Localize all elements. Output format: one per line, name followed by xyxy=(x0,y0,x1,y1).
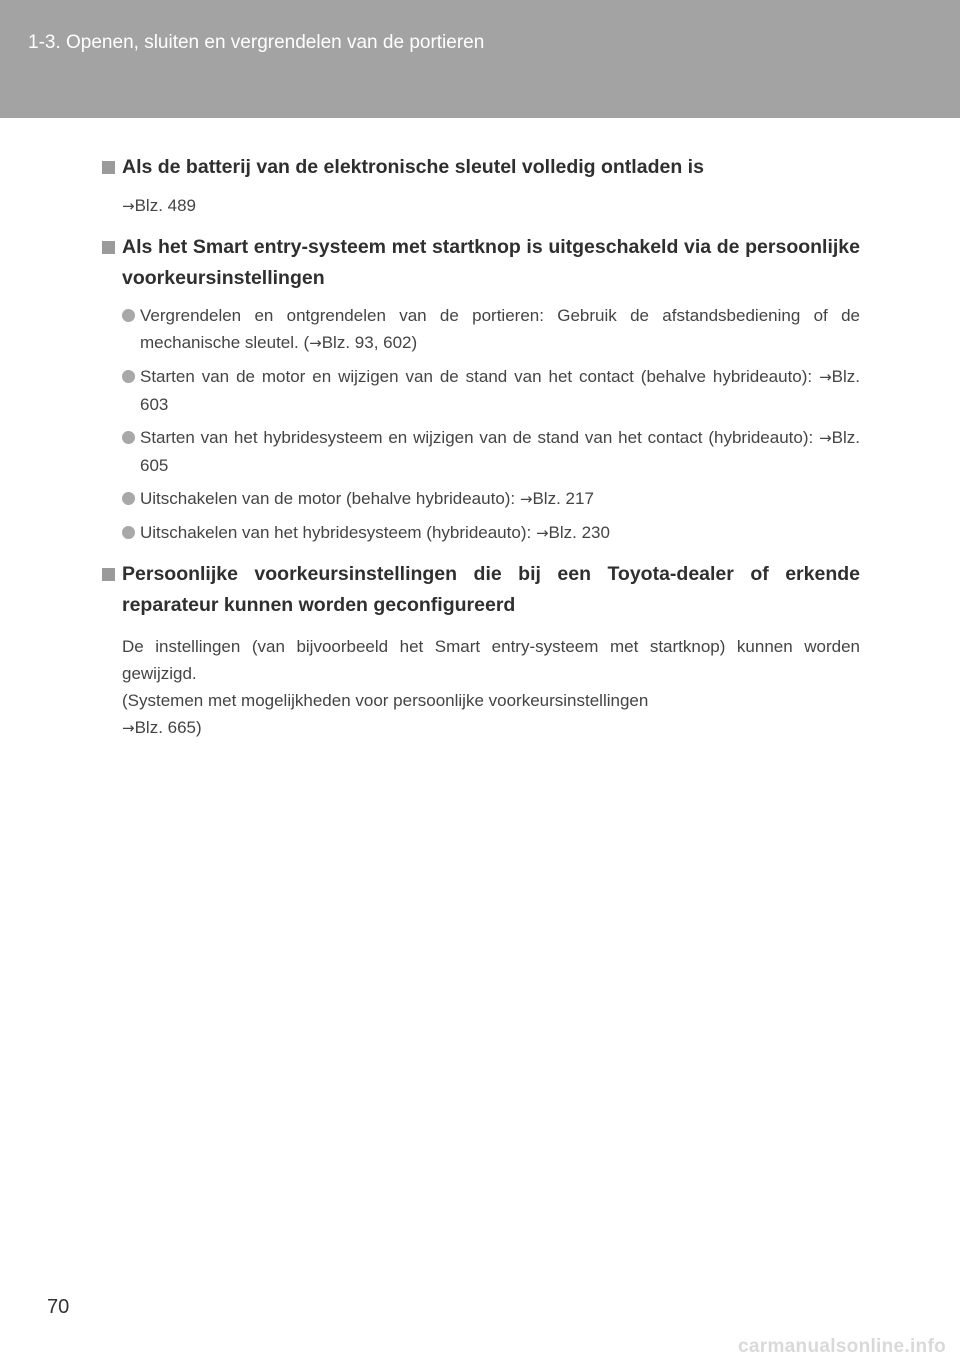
heading-text: Als het Smart entry-systeem met startknop is uitgeschakeld via de persoonlijke voorkeursinstellingen xyxy=(122,236,860,289)
arrow-right-icon: → xyxy=(519,490,533,508)
list-item-text: Vergrendelen en ontgrendelen van de portieren: Gebruik de afstandsbediening of de mechanische sleutel. ( xyxy=(140,306,860,352)
heading-text: Als de batterij van de elektronische sleutel volledig ontladen is xyxy=(122,156,704,178)
section-dealer-settings xyxy=(100,559,860,742)
paragraph-text: (Systemen met mogelijkheden voor persoonlijke voorkeursinstellingen xyxy=(122,691,649,710)
section-title: 1-3. Openen, sluiten en vergrendelen van de portieren xyxy=(28,32,485,53)
reference-text: Blz. 605 xyxy=(140,428,860,475)
circle-bullet-icon xyxy=(122,431,135,444)
page-content xyxy=(100,152,860,754)
section-heading xyxy=(100,232,860,294)
list-item xyxy=(122,363,860,418)
paragraph-text: De instellingen (van bijvoorbeeld het Smart entry-systeem met startknop) kunnen worden gewijzigd. xyxy=(122,637,860,683)
list-item-text: Uitschakelen van de motor (behalve hybrideauto): xyxy=(140,489,520,508)
reference-text: Blz. 217 xyxy=(532,489,594,508)
list-item-text: Starten van het hybridesysteem en wijzigen van de stand van het contact (hybrideauto): xyxy=(140,428,820,447)
circle-bullet-icon xyxy=(122,526,135,539)
body-paragraph xyxy=(100,633,860,742)
page-reference xyxy=(100,192,860,220)
arrow-right-icon: → xyxy=(535,524,549,542)
reference-text: Blz. 489 xyxy=(134,196,197,215)
circle-bullet-icon xyxy=(122,370,135,383)
section-battery xyxy=(100,152,860,220)
list-item-text: Uitschakelen van het hybridesysteem (hybrideauto): xyxy=(140,523,536,542)
square-bullet-icon xyxy=(102,241,115,254)
list-item xyxy=(122,424,860,479)
arrow-right-icon: → xyxy=(819,429,832,447)
arrow-right-icon: → xyxy=(819,368,832,386)
header-band xyxy=(0,0,960,118)
watermark: carmanualsonline.info xyxy=(738,1336,946,1357)
reference-text: Blz. 665) xyxy=(134,718,202,737)
circle-bullet-icon xyxy=(122,309,135,322)
section-smart-entry-disabled xyxy=(100,232,860,547)
section-heading xyxy=(100,152,860,183)
list-item xyxy=(122,519,860,547)
page-number: 70 xyxy=(47,1296,70,1318)
arrow-right-icon: → xyxy=(122,719,135,737)
list-item xyxy=(122,302,860,357)
square-bullet-icon xyxy=(102,161,115,174)
reference-text: Blz. 603 xyxy=(140,367,860,414)
bullet-list xyxy=(100,302,860,547)
reference-text: Blz. 93, 602) xyxy=(321,333,418,352)
reference-text: Blz. 230 xyxy=(548,523,610,542)
square-bullet-icon xyxy=(102,568,115,581)
heading-text: Persoonlijke voorkeursinstellingen die bij een Toyota-dealer of erkende reparateur kunnen worden geconfigureerd xyxy=(122,563,860,616)
section-heading xyxy=(100,559,860,621)
arrow-right-icon: → xyxy=(122,197,135,215)
list-item xyxy=(122,485,860,513)
list-item-text: Starten van de motor en wijzigen van de stand van het contact (behalve hybrideauto): xyxy=(140,367,820,386)
arrow-right-icon: → xyxy=(309,334,322,352)
circle-bullet-icon xyxy=(122,492,135,505)
